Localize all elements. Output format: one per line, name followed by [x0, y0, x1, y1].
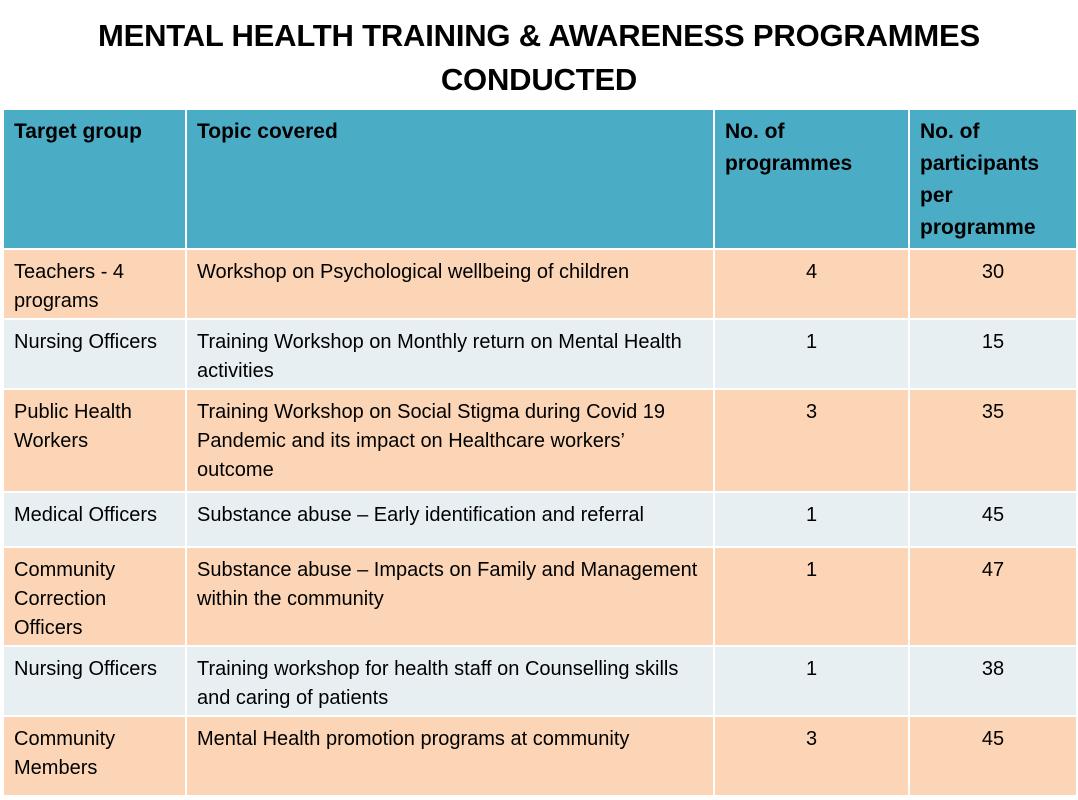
cell-topic: Workshop on Psychological wellbeing of children [186, 249, 714, 319]
cell-participants: 38 [909, 646, 1077, 716]
page-title-line-2: CONDUCTED [440, 62, 638, 97]
cell-target-group: Community Correction Officers [3, 547, 186, 646]
cell-programmes: 3 [714, 716, 909, 796]
cell-topic: Substance abuse – Early identification and referral [186, 492, 714, 547]
cell-participants: 35 [909, 389, 1077, 492]
cell-topic: Substance abuse – Impacts on Family and Management within the community [186, 547, 714, 646]
table-row [3, 646, 1077, 716]
page-title-line-1: MENTAL HEALTH TRAINING & AWARENESS PROGRAMMES [98, 18, 980, 53]
cell-participants: 47 [909, 547, 1077, 646]
programmes-table [2, 108, 1078, 797]
table-row [3, 389, 1077, 492]
cell-target-group: Teachers - 4 programs [3, 249, 186, 319]
cell-programmes: 1 [714, 492, 909, 547]
cell-target-group: Nursing Officers [3, 319, 186, 389]
cell-target-group: Community Members [3, 716, 186, 796]
cell-participants: 45 [909, 492, 1077, 547]
header-topic-covered: Topic covered [186, 109, 714, 249]
cell-topic: Training Workshop on Social Stigma during Covid 19 Pandemic and its impact on Healthcare workers’ outcome [186, 389, 714, 492]
table-row [3, 249, 1077, 319]
table-row [3, 319, 1077, 389]
cell-target-group: Nursing Officers [3, 646, 186, 716]
cell-programmes: 1 [714, 547, 909, 646]
header-no-of-programmes: No. of programmes [714, 109, 909, 249]
header-no-of-participants: No. of participants per programme [909, 109, 1077, 249]
cell-programmes: 1 [714, 319, 909, 389]
cell-programmes: 1 [714, 646, 909, 716]
cell-target-group: Medical Officers [3, 492, 186, 547]
cell-topic: Training Workshop on Monthly return on Mental Health activities [186, 319, 714, 389]
cell-participants: 45 [909, 716, 1077, 796]
table-row [3, 492, 1077, 547]
cell-topic: Training workshop for health staff on Counselling skills and caring of patients [186, 646, 714, 716]
cell-participants: 15 [909, 319, 1077, 389]
cell-programmes: 3 [714, 389, 909, 492]
header-target-group: Target group [3, 109, 186, 249]
cell-topic: Mental Health promotion programs at community [186, 716, 714, 796]
table-row [3, 716, 1077, 796]
table-header-row [3, 109, 1077, 249]
cell-participants: 30 [909, 249, 1077, 319]
cell-target-group: Public Health Workers [3, 389, 186, 492]
page-title [0, 14, 1078, 102]
cell-programmes: 4 [714, 249, 909, 319]
table-row [3, 547, 1077, 646]
